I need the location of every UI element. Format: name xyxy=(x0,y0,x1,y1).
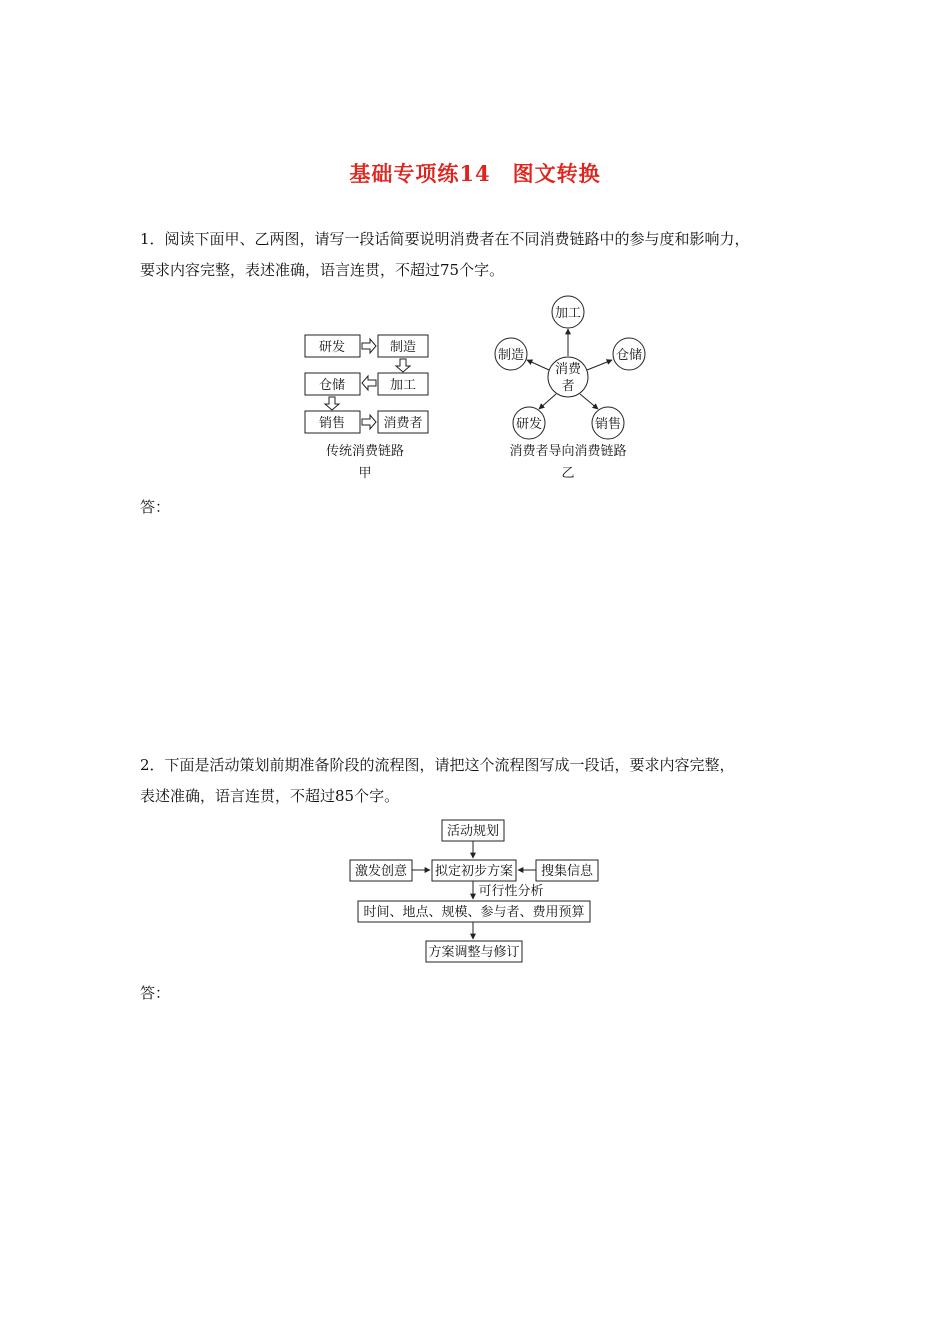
diagram-caption: 传统消费链路 xyxy=(325,444,405,459)
arrow-line xyxy=(527,360,549,370)
flow-label: 激发创意 xyxy=(354,864,408,879)
question-2-line-2: 表述准确，语言连贯，不超过85个字。 xyxy=(140,787,400,805)
hollow-arrow-down-icon xyxy=(325,397,339,410)
flow-label: 拟定初步方案 xyxy=(434,864,514,879)
question-2-text xyxy=(140,750,840,812)
node-label: 加工 xyxy=(554,306,582,321)
diagram-traditional-chain xyxy=(290,325,450,485)
question-2-line-1: 2．下面是活动策划前期准备阶段的流程图，请把这个流程图写成一段话，要求内容完整， xyxy=(140,756,735,774)
arrow-line xyxy=(539,394,556,409)
diagram-label: 乙 xyxy=(561,466,575,481)
node-label: 销售 xyxy=(594,417,622,432)
node-label: 制造 xyxy=(497,348,525,363)
question-1-answer-label: 答： xyxy=(140,498,171,516)
diagram-label: 甲 xyxy=(358,466,372,481)
node-label: 消费者 xyxy=(383,416,423,431)
diagram-consumer-chain xyxy=(480,290,660,485)
arrow-line xyxy=(587,360,612,370)
question-1-text xyxy=(140,224,840,286)
question-1-line-1: 1．阅读下面甲、乙两图，请写一段话简要说明消费者在不同消费链路中的参与度和影响力， xyxy=(140,230,750,248)
flow-label: 时间、地点、规模、参与者、费用预算 xyxy=(363,905,585,920)
question-2-answer-label: 答： xyxy=(140,984,171,1002)
node-label: 加工 xyxy=(389,378,417,393)
node-label: 仓储 xyxy=(318,378,346,393)
center-label-line-1: 消费 xyxy=(554,362,582,377)
hollow-arrow-right-icon xyxy=(362,415,376,429)
node-label: 制造 xyxy=(389,340,417,355)
diagram-caption: 消费者导向消费链路 xyxy=(509,444,627,459)
flow-label: 活动规划 xyxy=(446,824,500,839)
center-label-line-2: 者 xyxy=(561,379,575,394)
node-label: 销售 xyxy=(318,416,346,431)
arrow-line xyxy=(580,394,598,409)
hollow-arrow-down-icon xyxy=(396,359,410,372)
node-label: 仓储 xyxy=(615,348,643,363)
diagram-planning-flow xyxy=(340,815,610,965)
node-label: 研发 xyxy=(515,417,543,432)
flow-label: 搜集信息 xyxy=(540,864,594,879)
question-1-line-2: 要求内容完整，表述准确，语言连贯，不超过75个字。 xyxy=(140,261,505,279)
hollow-arrow-right-icon xyxy=(362,339,376,353)
node-label: 研发 xyxy=(318,340,346,355)
page-title: 基础专项练14 图文转换 xyxy=(349,161,601,186)
flow-label: 方案调整与修订 xyxy=(428,945,520,960)
arrow-label: 可行性分析 xyxy=(478,884,544,899)
hollow-arrow-left-icon xyxy=(362,376,376,390)
